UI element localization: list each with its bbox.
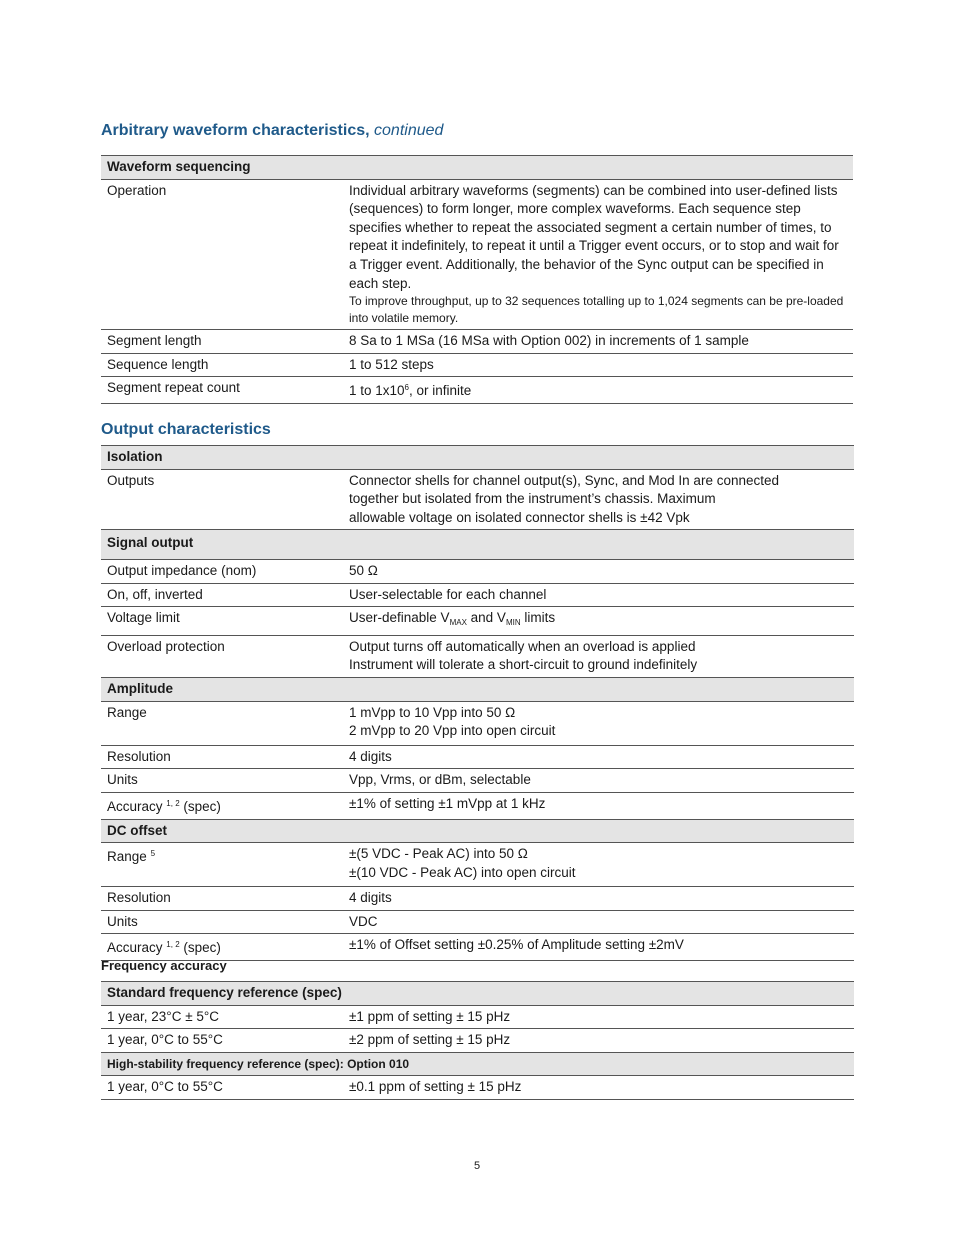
row-label: Resolution <box>101 745 343 769</box>
row-value: ±1% of Offset setting ±0.25% of Amplitude setting ±2mV <box>343 934 854 961</box>
section-title-output: Output characteristics <box>101 421 271 438</box>
table-row <box>101 607 854 636</box>
table-header-row <box>101 446 854 470</box>
table-row <box>101 887 854 911</box>
table-row <box>101 469 854 530</box>
table-header-row <box>101 156 853 180</box>
section-title-frequency: Frequency accuracy <box>101 958 227 973</box>
row-label: Units <box>101 769 343 793</box>
row-label: Accuracy $^{1, 2}$ (spec) <box>101 792 343 819</box>
waveform-sequencing-table <box>101 155 853 404</box>
row-label: Range <box>101 701 343 745</box>
operation-text: Individual arbitrary waveforms (segments) can be combined into user-defined lists (sequences) to form longer, more complex waveforms. Each sequence step specifies whether to repeat the associated segment a certain number of times, to repeat it indefinitely, to repeat it until a Trigger event occurs, or to stop and wait for a Trigger event. Additionally, the behavior of the Sync output can be specified in each step. <box>349 182 839 291</box>
table-row <box>101 330 853 354</box>
group-header: Signal output <box>101 530 854 560</box>
table-row <box>101 179 853 330</box>
row-value: ±0.1 ppm of setting ± 15 pHz <box>343 1076 854 1100</box>
row-label: Output impedance (nom) <box>101 559 343 583</box>
row-value: 1 to 512 steps <box>343 353 853 377</box>
row-value: 1 mVpp to 10 Vpp into 50 Ω 2 mVpp to 20 Vpp into open circuit <box>343 701 854 745</box>
page-number: 5 <box>473 1160 481 1172</box>
table-header-row <box>101 677 854 701</box>
row-value: User-definable $V_{MAX}$ and $V_{MIN}$ limits <box>343 607 854 636</box>
table-row <box>101 1076 854 1100</box>
row-label: Resolution <box>101 887 343 911</box>
table-row <box>101 701 854 745</box>
row-value: ±1 ppm of setting ± 15 pHz <box>343 1005 854 1029</box>
row-value: ±2 ppm of setting ± 15 pHz <box>343 1029 854 1053</box>
table-row <box>101 635 854 677</box>
row-value: Output turns off automatically when an overload is applied Instrument will tolerate a short-circuit to ground indefinitely <box>343 635 854 677</box>
row-value: Vpp, Vrms, or dBm, selectable <box>343 769 854 793</box>
group-header: Isolation <box>101 446 854 470</box>
title-suffix: continued <box>374 122 444 139</box>
row-label: Voltage limit <box>101 607 343 636</box>
row-label: Overload protection <box>101 635 343 677</box>
operation-note: To improve throughput, up to 32 sequences totalling up to 1,024 segments can be pre-loaded into volatile memory. <box>349 294 844 326</box>
section-title-arbitrary <box>101 122 443 140</box>
group-header: Amplitude <box>101 677 854 701</box>
table-header-row <box>101 982 854 1006</box>
row-label: Sequence length <box>101 353 343 377</box>
table-row <box>101 559 854 583</box>
table-row <box>101 769 854 793</box>
table-row <box>101 910 854 934</box>
row-value: VDC <box>343 910 854 934</box>
table-header-row <box>101 819 854 843</box>
row-value: Connector shells for channel output(s), Sync, and Mod In are connected together but isolated from the instrument’s chassis. Maximum allowable voltage on isolated connector shells is ±42 Vpk <box>343 469 854 530</box>
group-header: Waveform sequencing <box>101 156 853 180</box>
row-value: ±(5 VDC - Peak AC) into 50 Ω ±(10 VDC - Peak AC) into open circuit <box>343 843 854 887</box>
group-header: DC offset <box>101 819 854 843</box>
table-header-row <box>101 530 854 560</box>
row-label: Units <box>101 910 343 934</box>
output-characteristics-table <box>101 445 854 961</box>
row-label: Operation <box>101 179 343 330</box>
table-row <box>101 1005 854 1029</box>
table-row <box>101 1029 854 1053</box>
table-row <box>101 377 853 404</box>
row-value: User-selectable for each channel <box>343 583 854 607</box>
row-label: 1 year, 23°C ± 5°C <box>101 1005 343 1029</box>
row-label: 1 year, 0°C to 55°C <box>101 1076 343 1100</box>
row-value: 1 to $1x10^6$, or infinite <box>343 377 853 404</box>
table-row <box>101 745 854 769</box>
row-value: 8 Sa to 1 MSa (16 MSa with Option 002) in increments of 1 sample <box>343 330 853 354</box>
table-row <box>101 792 854 819</box>
row-value <box>343 179 853 330</box>
row-value: ±1% of setting ±1 mVpp at 1 kHz <box>343 792 854 819</box>
row-label: Accuracy $^{1, 2}$ (spec) <box>101 934 343 961</box>
group-header: Standard frequency reference (spec) <box>101 982 854 1006</box>
row-label: On, off, inverted <box>101 583 343 607</box>
frequency-accuracy-table <box>101 981 854 1100</box>
table-row <box>101 934 854 961</box>
table-header-row <box>101 1052 854 1076</box>
table-row <box>101 843 854 887</box>
row-value: 50 Ω <box>343 559 854 583</box>
group-header: High-stability frequency reference (spec): Option 010 <box>101 1052 854 1076</box>
row-label: 1 year, 0°C to 55°C <box>101 1029 343 1053</box>
row-label: Outputs <box>101 469 343 530</box>
row-label: Segment length <box>101 330 343 354</box>
row-label: Segment repeat count <box>101 377 343 404</box>
table-row <box>101 583 854 607</box>
row-value: 4 digits <box>343 745 854 769</box>
row-label: Range $^5$ <box>101 843 343 887</box>
row-value: 4 digits <box>343 887 854 911</box>
title-text: Arbitrary waveform characteristics, <box>101 122 370 139</box>
table-row <box>101 353 853 377</box>
